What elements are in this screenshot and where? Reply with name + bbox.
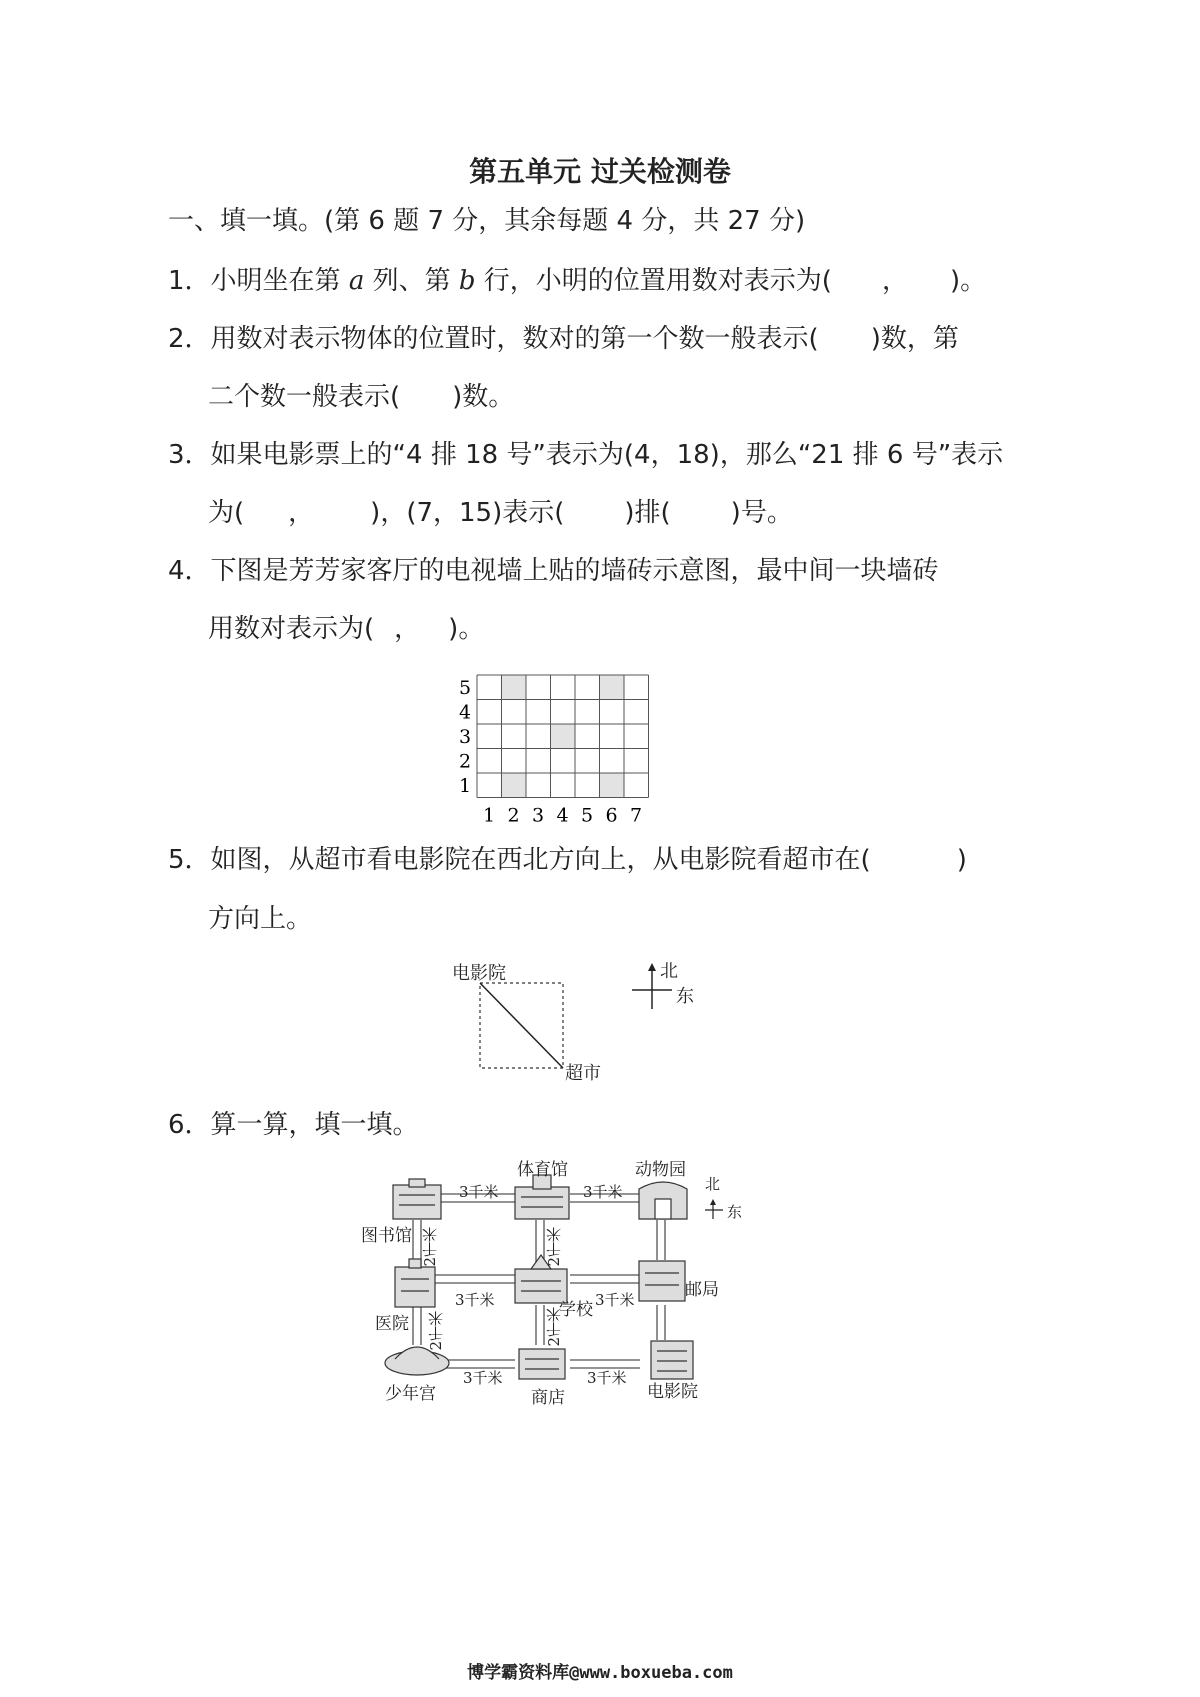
zoo-gate-icon — [639, 1182, 687, 1219]
hospital-label: 医院 — [375, 1314, 409, 1334]
north-arrow-icon — [710, 1199, 716, 1205]
distance-label: 2千米 — [545, 1227, 563, 1267]
youth-palace-label: 少年宫 — [385, 1384, 436, 1404]
question-number: 5． — [168, 845, 211, 875]
column-label: 7 — [630, 804, 643, 825]
gym-label: 体育馆 — [517, 1160, 568, 1180]
question-2-line-2: 二个数一般表示( )数。 — [208, 382, 515, 412]
question-number: 3． — [168, 440, 211, 470]
distance-label: 2千米 — [427, 1311, 445, 1351]
gym-building-icon — [515, 1175, 569, 1219]
north-label: 北 — [705, 1175, 721, 1193]
school-label: 学校 — [559, 1300, 593, 1320]
shop-label: 商店 — [531, 1388, 565, 1408]
question-3-line-2: 为( ， )，(7，15)表示( )排( )号。 — [208, 498, 793, 528]
distance-label: 3千米 — [583, 1183, 623, 1201]
column-label: 2 — [507, 804, 520, 825]
question-number: 6． — [168, 1110, 211, 1140]
shop-building-icon — [519, 1349, 565, 1379]
shaded-tile — [600, 675, 625, 700]
question-number: 1． — [168, 266, 211, 296]
shaded-tile — [502, 675, 527, 700]
question-number: 2． — [168, 324, 211, 354]
page-title: 第五单元 过关检测卷 — [469, 155, 731, 188]
question-2: 2．用数对表示物体的位置时，数对的第一个数一般表示( )数，第 — [168, 324, 959, 354]
column-label: 3 — [532, 804, 545, 825]
row-label: 1 — [459, 775, 472, 797]
question-4: 4．下图是芳芳家客厅的电视墙上贴的墙砖示意图，最中间一块墙砖 — [168, 556, 939, 586]
town-map — [355, 1155, 755, 1415]
post-office-label: 邮局 — [685, 1280, 719, 1300]
question-number: 4． — [168, 556, 211, 586]
youth-palace-icon — [385, 1347, 449, 1375]
shaded-tile — [551, 724, 576, 749]
library-building-icon — [393, 1179, 441, 1219]
row-label: 3 — [459, 726, 472, 748]
distance-label: 3千米 — [587, 1369, 627, 1387]
zoo-label: 动物园 — [635, 1160, 686, 1180]
north-arrow-icon — [648, 963, 656, 971]
post-office-building-icon — [639, 1261, 685, 1301]
direction-figure — [440, 955, 720, 1085]
shaded-tile — [600, 773, 625, 798]
section-heading: 一、填一填。(第 6 题 7 分，其余每题 4 分，共 27 分) — [168, 206, 806, 236]
question-4-line-2: 用数对表示为( ， )。 — [208, 614, 485, 644]
distance-label: 3千米 — [463, 1369, 503, 1387]
cinema-label: 电影院 — [647, 1382, 698, 1402]
distance-label: 3千米 — [595, 1291, 635, 1309]
distance-label: 2千米 — [421, 1227, 439, 1267]
distance-label: 2千米 — [545, 1307, 563, 1347]
question-6: 6．算一算，填一填。 — [168, 1110, 419, 1140]
question-5-line-2: 方向上。 — [208, 904, 313, 934]
question-1: 1．小明坐在第 a 列、第 b 行，小明的位置用数对表示为( ， )。 — [168, 266, 987, 296]
question-5: 5．如图，从超市看电影院在西北方向上，从电影院看超市在( ) — [168, 845, 967, 875]
east-label: 东 — [727, 1203, 743, 1221]
tile-grid — [440, 665, 660, 825]
distance-label: 3千米 — [455, 1291, 495, 1309]
column-label: 1 — [483, 804, 496, 825]
row-label: 2 — [459, 750, 472, 773]
question-3: 3．如果电影票上的“4 排 18 号”表示为(4，18)，那么“21 排 6 号”表示 — [168, 440, 1004, 470]
library-label: 图书馆 — [361, 1226, 412, 1246]
market-label: 超市 — [565, 1063, 601, 1084]
cinema-label: 电影院 — [452, 963, 506, 984]
row-label: 4 — [459, 701, 472, 724]
diagonal-line — [480, 983, 563, 1068]
column-label: 6 — [605, 804, 618, 825]
north-label: 北 — [660, 961, 678, 982]
row-label: 5 — [459, 677, 472, 699]
column-label: 4 — [556, 804, 569, 825]
column-label: 5 — [581, 804, 594, 825]
east-label: 东 — [676, 986, 694, 1007]
footer-watermark: 博学霸资料库@www.boxueba.com — [467, 1663, 733, 1683]
distance-label: 3千米 — [459, 1183, 499, 1201]
tile-grid-figure — [440, 665, 660, 825]
cinema-building-icon — [651, 1341, 693, 1379]
shaded-tile — [502, 773, 527, 798]
